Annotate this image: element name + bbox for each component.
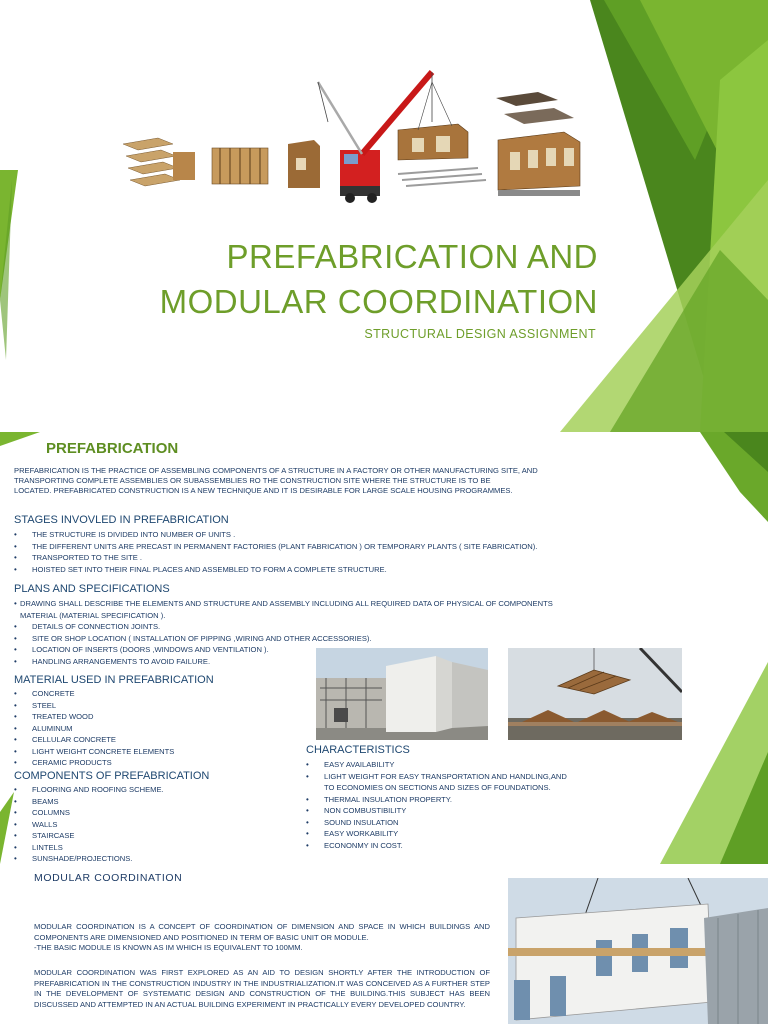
section-heading: MODULAR COORDINATION [34,872,183,884]
list-item: • CELLULAR CONCRETE [14,734,174,746]
prefab-construction-illustration [118,62,588,212]
list-item: • LIGHT WEIGHT CONCRETE ELEMENTS [14,746,174,758]
intro-line-3: LOCATED. PREFABRICATED CONSTRUCTION IS A NEW TECHNIQUE AND IT IS DESIRABLE FOR LARGE SCALE HOUSING PROGRAMMES. [14,486,513,495]
intro-line-2: TRANSPORTING COMPLETE ASSEMBLIES OR SUBASSEMBLIES RO THE CONSTRUCTION SITE WHERE THE STRUCTURE IS TO BE [14,476,491,485]
modular-coordination-slide [0,864,768,1024]
materials-heading: MATERIAL USED IN PREFABRICATION [14,674,214,686]
title-line-2: MODULAR COORDINATION [159,283,598,320]
title-line-1: PREFABRICATION AND [226,238,598,275]
characteristics-list [306,759,568,851]
list-item: • EASY AVAILABILITY [306,759,568,771]
stages-list [14,529,537,575]
title-slide [0,0,768,432]
list-item: • SOUND INSULATION [306,817,568,829]
list-item: • HANDLING ARRANGEMENTS TO AVOID FAILURE. [14,656,553,668]
paragraph-1: MODULAR COORDINATION IS A CONCEPT OF COORDINATION OF DIMENSION AND SPACE IN WHICH BUILDINGS AND COMPONENTS ARE DIMENSIONED AND POSITIONED IN TERM OF BASIC UNIT OR MODULE. [34,922,490,942]
plans-heading: PLANS AND SPECIFICATIONS [14,583,170,595]
list-item: • STAIRCASE [14,830,164,842]
list-item: • THE STRUCTURE IS DIVIDED INTO NUMBER OF UNITS . [14,529,537,541]
section-heading: PREFABRICATION [46,440,179,457]
precast-wall-building-photo [316,648,488,740]
list-item: • LOCATION OF INSERTS (DOORS ,WINDOWS AND VENTILATION ). [14,644,553,656]
components-heading: COMPONENTS OF PREFABRICATION [14,770,210,782]
characteristics-heading: CHARACTERISTICS [306,744,410,756]
roof-truss-crane-photo [508,648,682,740]
materials-list [14,688,174,769]
list-item: • THE DIFFERENT UNITS ARE PRECAST IN PERMANENT FACTORIES (PLANT FABRICATION ) OR TEMPORARY PLANTS ( SITE FABRICATION). [14,541,537,553]
list-item: • DETAILS OF CONNECTION JOINTS. [14,621,553,633]
prefabrication-slide [0,432,768,864]
list-item: • LIGHT WEIGHT FOR EASY TRANSPORTATION AND HANDLING,AND TO ECONOMIES ON SECTIONS AND SIZES OF FOUNDATIONS. [306,771,568,794]
list-item: • HOISTED SET INTO THEIR FINAL PLACES AND ASSEMBLED TO FORM A COMPLETE STRUCTURE. [14,564,537,576]
list-item: • CONCRETE [14,688,174,700]
list-item: • ECONONMY IN COST. [306,840,568,852]
list-item: • TREATED WOOD [14,711,174,723]
list-item: • SUNSHADE/PROJECTIONS. [14,853,164,864]
intro-line-1: PREFABRICATION IS THE PRACTICE OF ASSEMBLING COMPONENTS OF A STRUCTURE IN A FACTORY OR OTHER MANUFACTURING SITE, AND [14,466,538,475]
intro-paragraph [14,466,604,496]
list-item: • SITE OR SHOP LOCATION ( INSTALLATION OF PIPPING ,WIRING AND OTHER ACCESSORIES). [14,633,553,645]
plans-item-1-line-2: MATERIAL (MATERIAL SPECIFICATION ). [20,610,166,620]
list-item: • LINTELS [14,842,164,854]
paragraph-2: -THE BASIC MODULE IS KNOWN AS IM WHICH IS EQUIVALENT TO 100MM. [34,943,303,952]
list-item: • THERMAL INSULATION PROPERTY. [306,794,568,806]
list-item: • STEEL [14,700,174,712]
list-item [14,598,553,621]
list-item: • CERAMIC PRODUCTS [14,757,174,769]
list-item: • EASY WORKABILITY [306,828,568,840]
modular-panel-facade-photo [508,878,768,1024]
list-item: • BEAMS [14,796,164,808]
components-list [14,784,164,864]
list-item: • TRANSPORTED TO THE SITE . [14,552,537,564]
list-item: • FLOORING AND ROOFING SCHEME. [14,784,164,796]
subtitle: STRUCTURAL DESIGN ASSIGNMENT [364,327,596,341]
plans-item-1-line-1: • DRAWING SHALL DESCRIBE THE ELEMENTS AND STRUCTURE AND ASSEMBLY INCLUDING ALL REQUIRED DATA OF PHYSICAL OF COMPONENTS [20,599,553,608]
paragraph-3: MODULAR COORDINATION WAS FIRST EXPLORED AS AN AID TO DESIGN SHORTLY AFTER THE INTRODUCTION OF PREFABRICATION IN THE CONSTRUCTION INDUSTRY IN THE INDUSTRIALIZATION.IT WAS CONCEIVED AS A FURTHER STEP IN THE DEVELOPMENT OF SYSTEMATIC DESIGN AND CONSTRUCTION OF THE BUILDING.THIS SUBJECT HAS BEEN DISCUSSED AND ATTEMPTED IN AN ACTUAL BUILDING EXPERIMENT IN PRACTICALLY EVERY DEVELOPED COUNTRY. [34,968,490,1009]
list-item: • NON COMBUSTIBILITY [306,805,568,817]
list-item: • ALUMINUM [14,723,174,735]
stages-heading: STAGES INVOVLED IN PREFABRICATION [14,514,229,526]
list-item: • WALLS [14,819,164,831]
list-item: • COLUMNS [14,807,164,819]
